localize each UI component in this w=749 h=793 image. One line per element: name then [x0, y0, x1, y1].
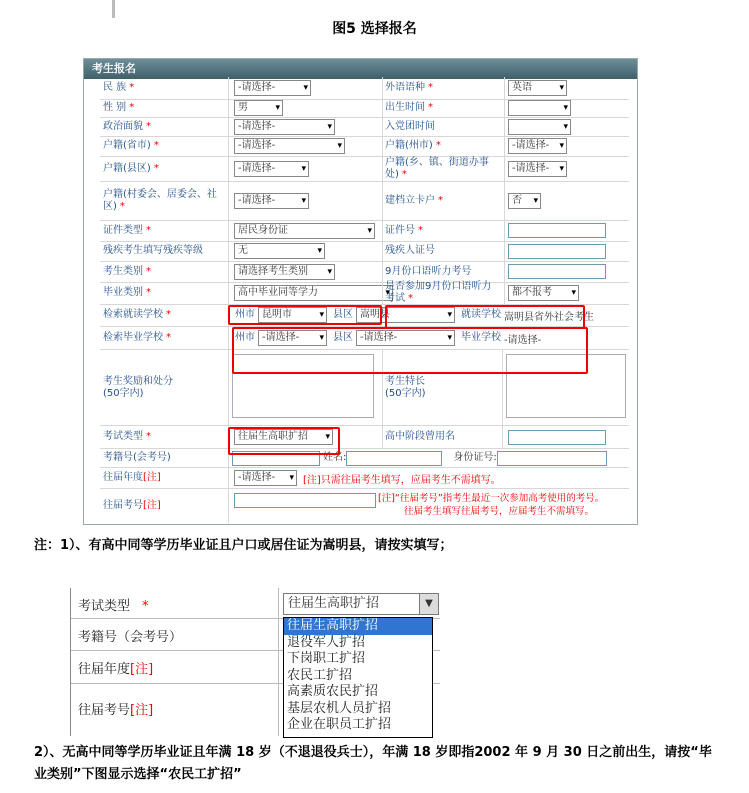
- field-select[interactable]: -请选择- ▾: [234, 138, 345, 154]
- reg-no-row: [100, 449, 629, 468]
- date-select[interactable]: [508, 119, 571, 135]
- prev-year-label: 往届年度[注]: [78, 662, 154, 677]
- note-1: 注：1）、有高中同等学历毕业证且户口或居住证为嵩明县，请按实填写；: [34, 538, 453, 553]
- county-select[interactable]: 嵩明县 ▾: [356, 307, 455, 323]
- school-select[interactable]: -请选择-: [504, 334, 542, 346]
- right-value-cell: [508, 261, 606, 282]
- city-select[interactable]: -请选择- ▾: [258, 330, 327, 346]
- right-label-cell: [382, 220, 502, 241]
- grid-line: [228, 282, 229, 304]
- field-label: 建档立卡户 *: [385, 194, 443, 206]
- county-label: 县区: [333, 309, 353, 320]
- field-select[interactable]: 男 ▾: [234, 100, 283, 116]
- right-label-cell: [382, 117, 502, 136]
- grid-line: [504, 99, 505, 117]
- grid-line: [382, 77, 383, 99]
- grid-line: [382, 220, 383, 241]
- grid-line: [228, 99, 229, 117]
- awards-label-cell: [100, 350, 228, 425]
- highlight-box: [228, 427, 340, 455]
- form-row: [100, 156, 629, 182]
- grid-line: [228, 136, 229, 156]
- form-row: [100, 136, 629, 157]
- field-select[interactable]: 居民身份证 ▾: [234, 223, 375, 239]
- field-select[interactable]: 高中毕业同等学力 ▾: [234, 285, 393, 301]
- left-label-cell: [100, 220, 228, 241]
- prev-no-label: 往届考号[注]: [78, 703, 154, 718]
- field-label: 外语语种 *: [385, 82, 433, 93]
- right-label-cell: [382, 99, 502, 117]
- grid-line: [228, 181, 229, 220]
- highlight-box: [232, 327, 588, 374]
- field-select[interactable]: -请选择- ▾: [508, 161, 567, 177]
- exam-type-select[interactable]: 往届生高职扩招 ▾: [234, 429, 333, 445]
- exam-type-row: [100, 426, 629, 449]
- right-value-cell: [508, 220, 606, 241]
- grid-line: [502, 426, 503, 448]
- exam-type-label-cell: [100, 426, 151, 448]
- right-label-cell: [382, 282, 502, 304]
- dropdown-option[interactable]: 退役军人扩招: [287, 634, 366, 650]
- registration-form: [83, 58, 638, 525]
- former-name-input-cell: [508, 426, 606, 448]
- prev-year-hint: [注]只需往届考生填写，应届考生不需填写。: [303, 474, 501, 486]
- field-select[interactable]: -请选择- ▾: [234, 193, 309, 209]
- field-select[interactable]: 否 ▾: [508, 193, 541, 209]
- dropdown-option[interactable]: 企业在职员工扩招: [287, 717, 392, 732]
- school-search-label: [100, 327, 171, 349]
- prev-no-row: [100, 489, 629, 523]
- name-input[interactable]: [346, 451, 442, 466]
- field-select[interactable]: -请选择- ▾: [234, 161, 309, 177]
- grid-line: [228, 489, 229, 523]
- left-label-cell: [100, 282, 228, 304]
- left-value-cell: [234, 117, 335, 136]
- field-label: 入党团时间: [385, 120, 435, 132]
- field-label: 检索就读学校 *: [103, 309, 171, 320]
- grid-line: [504, 220, 505, 241]
- highlight-box: [385, 305, 585, 329]
- reg-no-label: 考籍号（会考号）: [78, 630, 183, 645]
- field-label: 高中阶段曾用名: [385, 431, 455, 442]
- field-label: 户籍(州市) *: [385, 140, 441, 151]
- exam-type-detail: [70, 588, 440, 736]
- field-label: 户籍(村委会、居委会、社区) *: [103, 188, 217, 212]
- dropdown-option[interactable]: 往届生高职扩招: [284, 618, 432, 635]
- name-label: 姓名:: [323, 452, 347, 463]
- grid-line: [228, 156, 229, 181]
- grid-line: [228, 117, 229, 136]
- form-row: [100, 181, 629, 221]
- awards-label: 考生奖励和处分 (50字内): [103, 375, 173, 399]
- field-label: 毕业类别 *: [103, 287, 151, 298]
- left-label-cell: [100, 261, 228, 282]
- left-label-cell: [100, 136, 228, 156]
- right-label-cell: [382, 241, 502, 261]
- prev-year-row: [100, 468, 629, 489]
- field-label: 户籍(省市) *: [103, 140, 159, 151]
- school-label: 毕业学校: [461, 332, 501, 343]
- form-row: [100, 261, 629, 283]
- field-label: 残疾考生填写残疾等级: [103, 245, 203, 256]
- grid-line: [504, 282, 505, 304]
- right-label-cell: [382, 261, 502, 282]
- form-header: 考生报名: [84, 59, 637, 79]
- left-value-cell: [234, 220, 375, 241]
- column-divider: [278, 588, 279, 736]
- exam-type-label: 考试类型 *: [78, 599, 149, 614]
- grid-line: [504, 241, 505, 261]
- city-label: 州市: [235, 332, 255, 343]
- exam-type-dropdown-list[interactable]: [283, 617, 433, 738]
- school-select[interactable]: 嵩明县省外社会考生: [504, 311, 594, 323]
- prev-no-label-cell: [100, 489, 161, 523]
- dropdown-option[interactable]: 农民工扩招: [287, 667, 353, 683]
- dropdown-option[interactable]: 基层农机人员扩招: [287, 700, 392, 716]
- form-row: [100, 77, 629, 100]
- grid-line: [504, 136, 505, 156]
- prev-year-select[interactable]: -请选择- ▾: [234, 470, 297, 486]
- left-value-cell: [234, 181, 309, 220]
- right-label-cell: [382, 181, 502, 220]
- left-label-cell: [100, 241, 228, 261]
- form-row: [100, 241, 629, 262]
- grid-line: [504, 77, 505, 99]
- grid-line: [228, 220, 229, 241]
- grid-line: [228, 261, 229, 282]
- field-label: 考籍号(会考号): [103, 452, 171, 463]
- field-select[interactable]: 请选择考生类别 ▾: [234, 264, 335, 280]
- county-label: 县区: [333, 332, 353, 343]
- right-value-cell: [508, 136, 567, 156]
- field-label: 残疾人证号: [385, 245, 435, 256]
- text-input[interactable]: [508, 264, 606, 279]
- field-label: 检索毕业学校 *: [103, 332, 171, 343]
- left-label-cell: [100, 77, 228, 99]
- left-label-cell: [100, 117, 228, 136]
- left-value-cell: [234, 282, 393, 304]
- former-name-input[interactable]: [508, 430, 606, 445]
- field-select[interactable]: 都不报考 ▾: [508, 285, 579, 301]
- field-select[interactable]: -请选择- ▾: [508, 138, 567, 154]
- grid-line: [504, 117, 505, 136]
- grid-line: [228, 327, 229, 349]
- left-value-cell: [234, 261, 335, 282]
- field-label: 考试类型 *: [103, 431, 151, 442]
- left-value-cell: [234, 136, 345, 156]
- left-label-cell: [100, 99, 228, 117]
- field-label: 9月份口语听力考号: [385, 265, 472, 277]
- field-label: 往届考号[注]: [103, 500, 161, 511]
- field-label: 户籍(县区) *: [103, 162, 159, 174]
- right-value-cell: [508, 77, 567, 99]
- form-row: [100, 117, 629, 137]
- right-value-cell: [508, 282, 579, 304]
- field-select[interactable]: -请选择- ▾: [234, 80, 311, 96]
- field-label: 证件号 *: [385, 224, 423, 236]
- left-value-cell: [234, 77, 311, 99]
- right-label-cell: [382, 136, 502, 156]
- grid-line: [228, 241, 229, 261]
- city-select[interactable]: 昆明市 ▾: [258, 307, 327, 323]
- prev-no-hint: [注]“往届考号”指考生最近一次参加高考使用的考号。 往届考生填写往届考号，应届考生不需填写。: [378, 493, 605, 517]
- county-select[interactable]: -请选择- ▾: [356, 330, 455, 346]
- grid-line: [382, 241, 383, 261]
- grid-line: [382, 426, 383, 448]
- figure-caption: 图5 选择报名: [332, 21, 417, 37]
- form-row: [100, 220, 629, 242]
- text-input[interactable]: [508, 223, 606, 238]
- grid-line: [382, 181, 383, 220]
- field-label: 政治面貌 *: [103, 120, 151, 132]
- grid-line: [382, 261, 383, 282]
- school-search-label: [100, 304, 171, 326]
- left-value-cell: [234, 156, 309, 181]
- grid-line: [382, 117, 383, 136]
- grid-line: [382, 282, 383, 304]
- exam-type-select[interactable]: 往届生高职扩招 ▼: [283, 593, 439, 615]
- field-label: 出生时间 *: [385, 102, 433, 113]
- city-label: 州市: [235, 309, 255, 320]
- highlight-box: [228, 305, 382, 325]
- form-row: [100, 99, 629, 118]
- left-label-cell: [100, 181, 228, 220]
- grid-line: [504, 156, 505, 181]
- reg-no-label-cell: [100, 449, 171, 467]
- dropdown-option[interactable]: 高素质农民扩招: [287, 684, 379, 699]
- field-label: 户籍(乡、镇、街道办事处) *: [385, 156, 489, 180]
- right-value-cell: [508, 156, 567, 181]
- grid-line: [228, 350, 229, 425]
- grid-line: [504, 181, 505, 220]
- left-border: [70, 588, 71, 736]
- field-label: 考生类别 *: [103, 265, 151, 277]
- field-label: 民 族 *: [103, 82, 135, 93]
- field-label: 性 别 *: [103, 102, 135, 113]
- left-value-cell: [234, 241, 325, 261]
- prev-year-value-cell: [234, 468, 501, 488]
- right-value-cell: [508, 117, 571, 136]
- chevron-down-icon[interactable]: ▼: [419, 594, 438, 614]
- field-label: 是否参加9月份口语听力考试 *: [385, 281, 492, 304]
- note-2: 2）、无高中同等学历毕业证且年满 18 岁（不退退役兵士），年满 18 岁即指2002 年 9 月 30 日之前出生，请按“毕业类别”下图显示选择“农民工扩招”: [34, 745, 712, 782]
- scroll-edge: [112, 0, 115, 18]
- left-label-cell: [100, 156, 228, 181]
- text-input[interactable]: [508, 244, 606, 259]
- prev-no-input[interactable]: [234, 493, 376, 508]
- field-label: 往届年度[注]: [103, 472, 161, 483]
- former-name-label-cell: [382, 426, 455, 448]
- grid-line: [382, 156, 383, 181]
- field-select[interactable]: 无 ▾: [234, 243, 325, 259]
- left-value-cell: [234, 99, 283, 117]
- grid-line: [382, 136, 383, 156]
- specialty-label: 考生特长 (50字内): [385, 375, 426, 399]
- grid-line: [228, 77, 229, 99]
- field-select[interactable]: -请选择- ▾: [234, 119, 335, 135]
- field-select[interactable]: 英语 ▾: [508, 80, 567, 96]
- dropdown-option[interactable]: 下岗职工扩招: [287, 651, 366, 666]
- date-select[interactable]: [508, 100, 571, 116]
- prev-year-label-cell: [100, 468, 161, 488]
- id-label: 身份证号:: [453, 452, 497, 463]
- field-label: 证件类型 *: [103, 224, 151, 236]
- grid-line: [228, 468, 229, 488]
- right-label-cell: [382, 77, 502, 99]
- grid-line: [382, 99, 383, 117]
- form-row: [100, 282, 629, 305]
- id-input[interactable]: [497, 451, 607, 466]
- grid-line: [504, 261, 505, 282]
- school-label: 就读学校: [461, 309, 501, 320]
- right-value-cell: [508, 99, 571, 117]
- right-label-cell: [382, 156, 502, 181]
- exam-type-row: [70, 588, 440, 619]
- right-value-cell: [508, 181, 541, 220]
- right-value-cell: [508, 241, 606, 261]
